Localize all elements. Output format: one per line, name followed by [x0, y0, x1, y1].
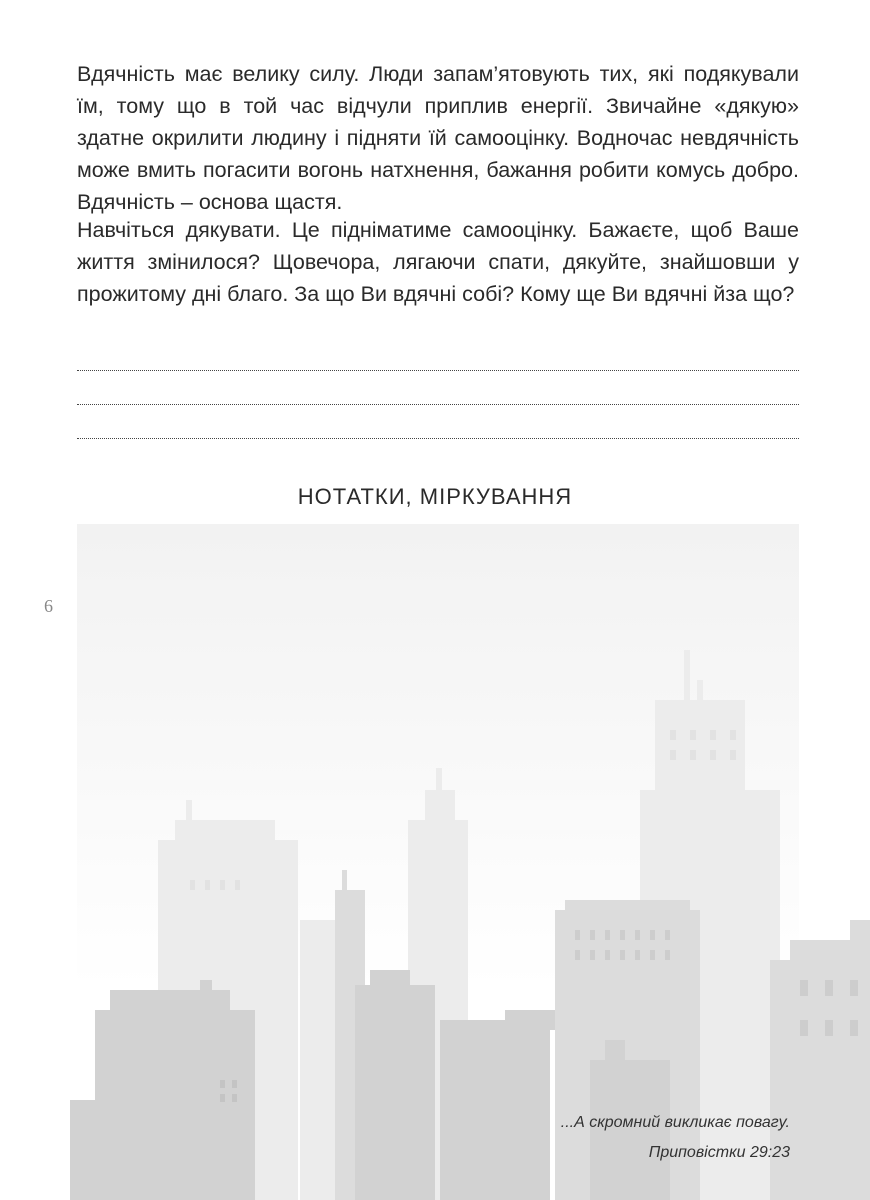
- bible-quote: [561, 1108, 790, 1168]
- paragraph-learn-to-thank: Навчіться дякувати. Це підніматиме самооцінку. Бажаєте, щоб Ваше життя змінилося? Щовечора, лягаючи спати, дякуйте, знайшовши у прожитому дні благо. За що Ви вдячні собі? Кому ще Ви вдячні йза що?: [77, 218, 799, 306]
- quote-source: Приповістки 29:23: [648, 1144, 790, 1161]
- paragraph-gratitude-power: Вдячність має велику силу. Люди запам’ятовують тих, які подякували їм, тому що в той час відчули приплив енергії. Звичайне «дякую» здатне окрилити людину і підняти їй самооцінку. Водночас невдячність може вмить погасити вогонь натхнення, бажання робити комусь добро. Вдячність – основа щастя.: [77, 62, 799, 214]
- page-number: 6: [44, 596, 53, 616]
- answer-line-1[interactable]: [77, 370, 799, 371]
- answer-line-2[interactable]: [77, 404, 799, 405]
- notes-heading: НОТАТКИ, МІРКУВАННЯ: [297, 484, 573, 509]
- answer-line-3[interactable]: [77, 438, 799, 439]
- quote-text: ...А скромний викликає повагу.: [560, 1114, 790, 1131]
